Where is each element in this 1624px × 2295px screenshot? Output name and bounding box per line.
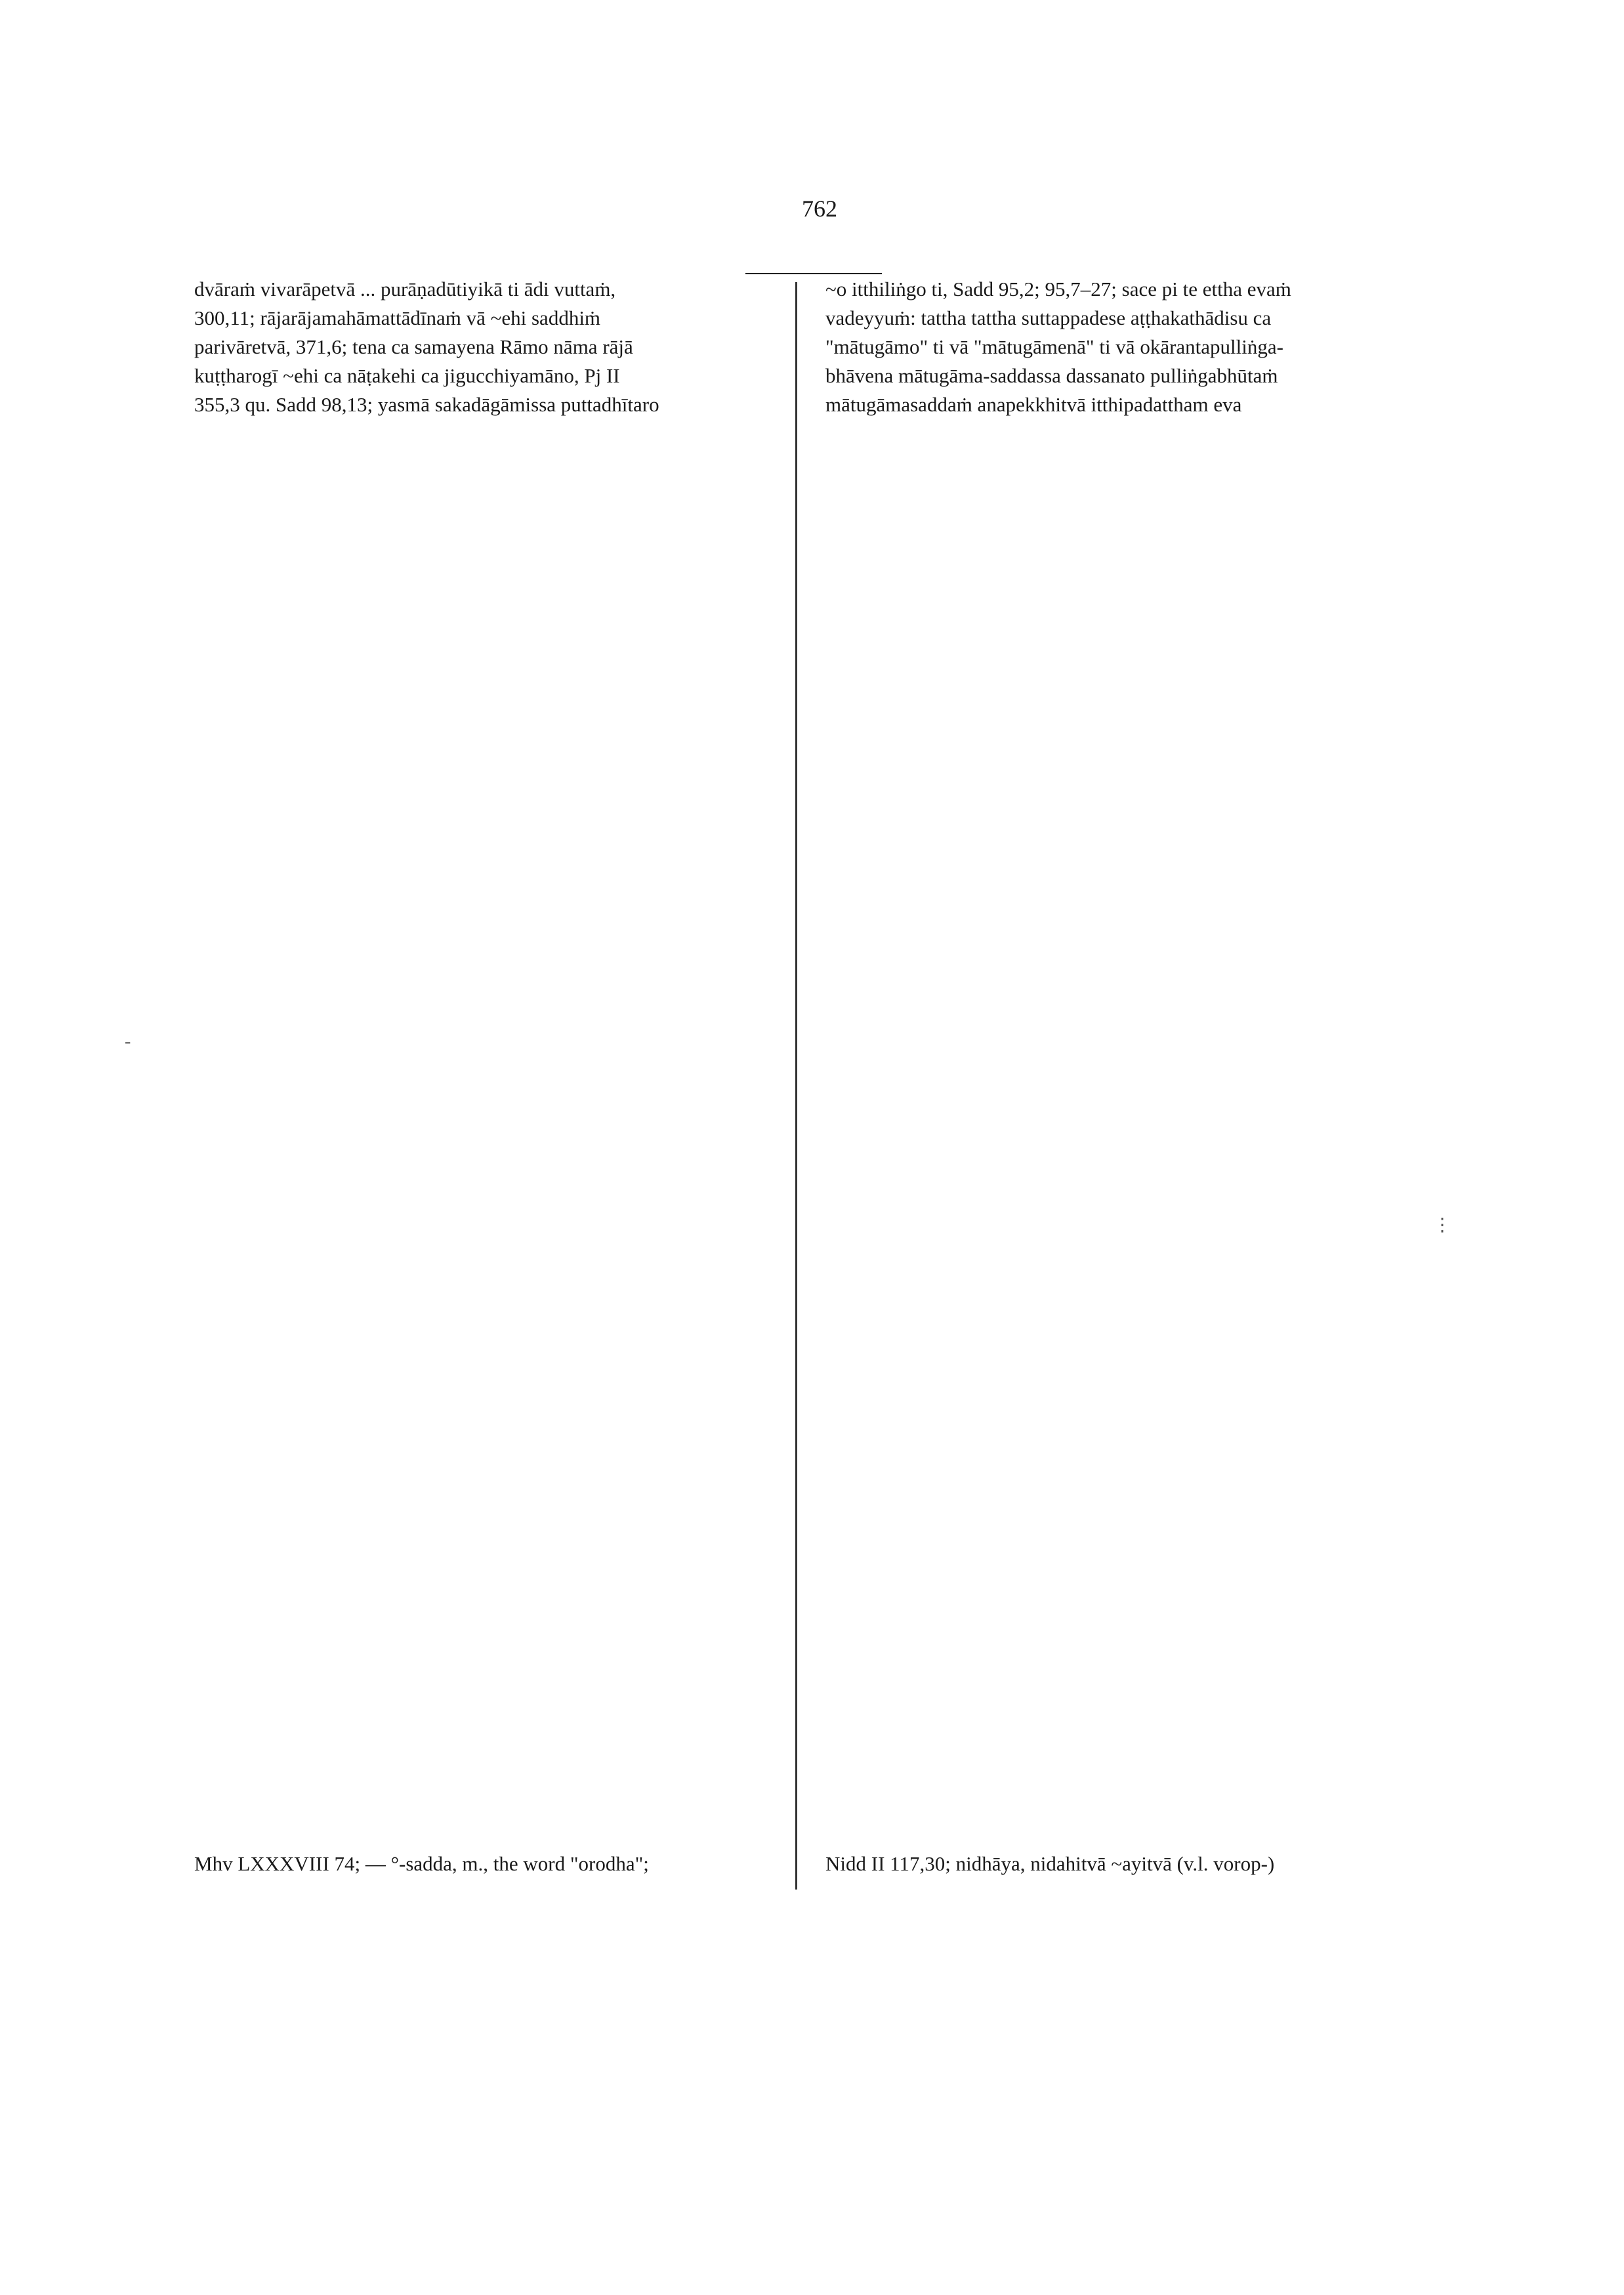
right-column-line: Nidd II 117,30; nidhāya, nidahitvā ~ayitvā (v.l. vorop-)	[825, 1852, 1275, 1875]
column-divider	[795, 282, 797, 1890]
left-column	[194, 276, 778, 1942]
left-column-line: kuṭṭharogī ~ehi ca nāṭakehi ca jigucchiyamāno, Pj II	[194, 364, 620, 387]
left-column-line: Mhv LXXXVIII 74; — °-sadda, m., the word "orodha";	[194, 1852, 649, 1875]
left-column-line: 355,3 qu. Sadd 98,13; yasmā sakadāgāmissa puttadhītaro	[194, 393, 659, 416]
right-column-line: ~o itthiliṅgo ti, Sadd 95,2; 95,7–27; sace pi te ettha evaṁ	[825, 278, 1291, 300]
right-column-line: "mātugāmo" ti vā "mātugāmenā" ti vā okārantapulliṅga-	[825, 335, 1283, 358]
right-column-line: bhāvena mātugāma-saddassa dassanato pulliṅgabhūtaṁ	[825, 364, 1278, 387]
left-column-line: dvāraṁ vivarāpetvā ... purāṇadūtiyikā ti ādi vuttaṁ,	[194, 278, 616, 300]
left-column-line: parivāretvā, 371,6; tena ca samayena Rāmo nāma rājā	[194, 335, 633, 358]
right-column-line: vadeyyuṁ: tattha tattha suttappadese aṭṭhakathādisu ca	[825, 306, 1272, 329]
margin-tick-mark: ⋮	[1433, 1215, 1451, 1235]
right-column-line: mātugāmasaddaṁ anapekkhitvā itthipadattham eva	[825, 393, 1242, 416]
header-rule	[745, 273, 882, 274]
right-column	[825, 276, 1409, 1942]
margin-tick-mark: -	[125, 1031, 131, 1052]
page-number: 762	[802, 196, 837, 222]
left-column-line: 300,11; rājarājamahāmattādīnaṁ vā ~ehi saddhiṁ	[194, 306, 601, 329]
